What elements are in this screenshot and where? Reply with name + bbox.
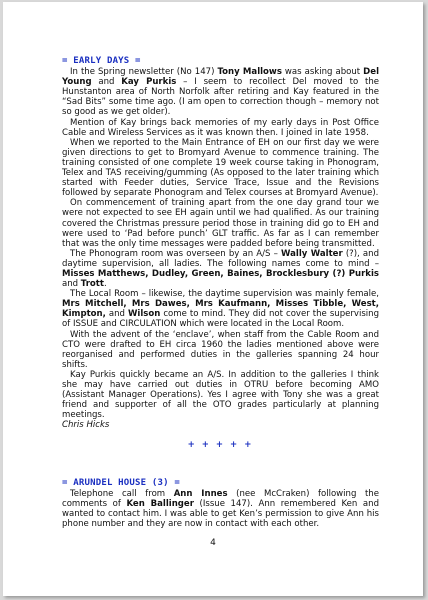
section-heading-early-days: = EARLY DAYS = <box>62 56 141 66</box>
text-run: When we reported to the Main Entrance of EH on our first day we were given directions to get to Bromyard Avenue to commence training. The training consisted of one complete 19 week course taking in Phonogram, Telex and TAS receiving/gumming (As opposed to the later training which started with Feeder duties, Service Trace, Issue and the Revisions followed by separate Phonogram and Telex courses at Bromyard Avenue). <box>62 137 379 199</box>
text-run: – I seem to recollect Del moved to the Hunstanton area of North Norfolk after retiring and Kay featured in the “Sad Bits” some time ago. (I am open to correction though – memory not so good as we get older). <box>62 77 380 118</box>
arundel-house-body <box>62 489 379 529</box>
body-paragraph <box>62 289 379 329</box>
text-run: The Local Room – likewise, the daytime supervision was mainly female, <box>70 289 379 300</box>
author-signature: Chris Hicks <box>62 420 110 431</box>
text-run: In the Spring newsletter (No 147) <box>70 67 218 78</box>
text-run: was asking about <box>281 67 364 78</box>
section-separator: + + + + + <box>187 440 254 451</box>
text-run: (?), and daytime supervision, all ladies. The following names come to mind – <box>62 248 379 269</box>
bold-name: Tony Mallows <box>217 67 282 78</box>
text-run: and <box>62 279 81 290</box>
bold-name: Ann Innes <box>173 488 228 499</box>
bold-name: Wally Walter <box>281 248 343 259</box>
section-heading-arundel-house: = ARUNDEL HOUSE (3) = <box>62 477 180 488</box>
text-run: On commencement of training apart from the one day grand tour we were not expected to see EH again until we had qualified. As our training covered the Christmas pressure period those in training did go to EH and were used to ‘Pad before punch’ GLT traffic. As far as I can remember that was the only time messages were padded before being transmitted. <box>62 198 379 249</box>
bold-name: Wilson <box>128 309 161 320</box>
bold-name: Del Young <box>62 67 379 88</box>
page-number: 4 <box>210 538 216 548</box>
body-paragraph <box>62 489 379 529</box>
text-run: (Issue 147). Ann remembered Ken and wanted to contact him. I was able to get Ken’s permission to give Ann his phone number and they are now in contact with each other. <box>62 498 379 529</box>
body-paragraph <box>62 118 379 138</box>
text-run: come to mind. They did not cover the supervising of ISSUE and CIRCULATION which were located in the Local Room. <box>62 309 380 330</box>
bold-name: Trott <box>80 279 104 290</box>
text-run: Kay Purkis quickly became an A/S. In addition to the galleries I think she may have carried out duties in OTRU before becoming AMO (Assistant Manager Operations). Yes I agree with Tony she was a great friend and supporter of all the OTO grades particularly at planning meetings. <box>62 369 379 421</box>
bold-name: Mrs Mitchell, Mrs Dawes, Mrs Kaufmann, Misses Tibble, West, Kimpton, <box>62 299 379 320</box>
body-paragraph <box>62 198 379 248</box>
early-days-body <box>62 67 379 420</box>
newsletter-page <box>3 2 423 596</box>
text-run: The Phonogram room was overseen by an A/S – <box>70 248 282 259</box>
bold-name: Misses Matthews, Dudley, Green, Baines, Brocklesbury (?) Purkis <box>62 268 379 279</box>
text-run: Mention of Kay brings back memories of my early days in Post Office Cable and Wireless Services as it was known then. I joined in late 1958. <box>62 117 379 138</box>
body-paragraph <box>62 67 379 117</box>
text-run: With the advent of the ‘enclave’, when staff from the Cable Room and CTO were drafted to EH circa 1960 the ladies mentioned above were reorganised and performed duties in the galleries spanning 24 hour shifts. <box>62 329 379 370</box>
text-run: (nee McCraken) following the comments of <box>62 488 379 509</box>
text-run: and <box>91 77 122 88</box>
text-run: Telephone call from <box>70 488 174 499</box>
body-paragraph <box>62 370 379 420</box>
body-paragraph <box>62 330 379 370</box>
text-run: . <box>103 279 107 290</box>
text-run: and <box>105 309 128 320</box>
body-paragraph <box>62 249 379 289</box>
bold-name: Kay Purkis <box>121 77 177 88</box>
bold-name: Ken Ballinger <box>126 498 194 509</box>
body-paragraph <box>62 138 379 199</box>
page-content <box>62 56 379 529</box>
